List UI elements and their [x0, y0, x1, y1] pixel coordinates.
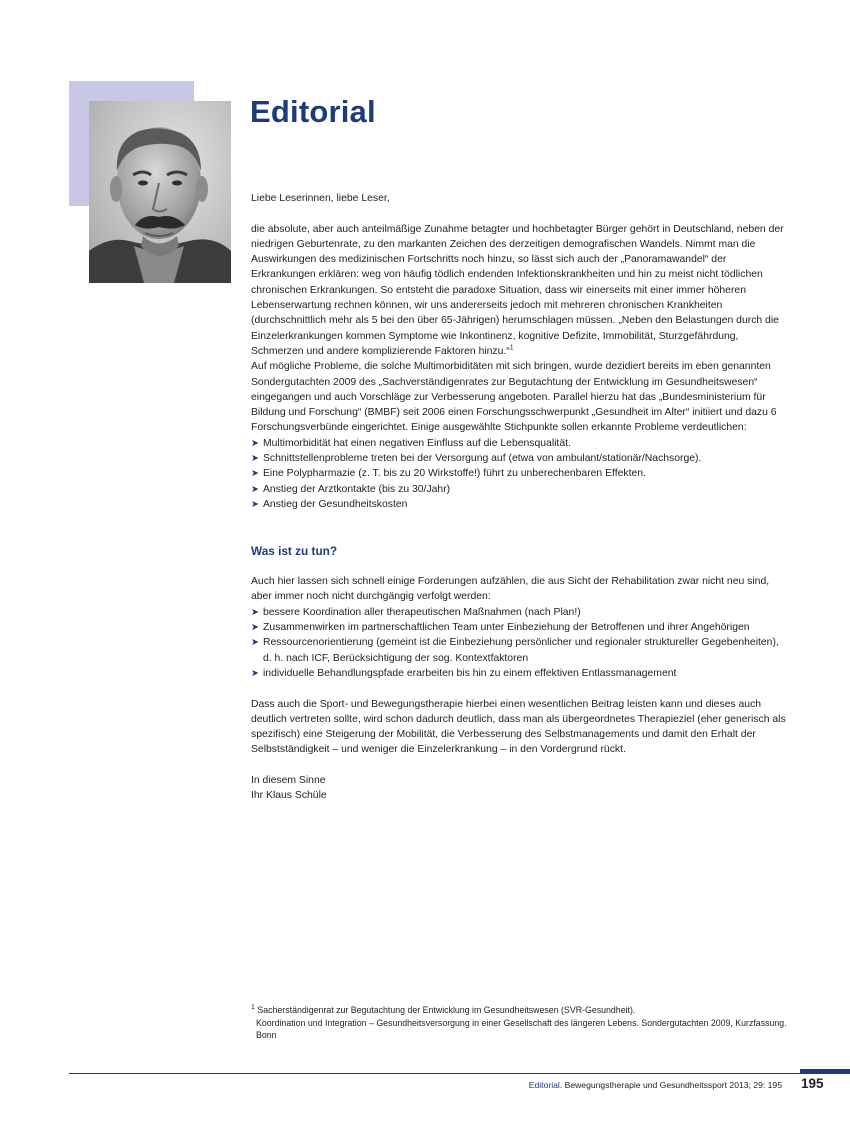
footnote-marker: 1: [251, 1004, 255, 1012]
paragraph-text: die absolute, aber auch anteilmäßige Zunahme betagter und hochbetagter Bürger gehört in Deutschland, neben der niedrigen Geburtenrate, zu den markanten Zeichen des derzeitigen demografischen Wandels. Nimmt man die Auswirkungen des medizinischen Fortschritts noch hinzu, so lässt sich auch der „Panoramawandel“ der Erkrankungen erklären: weg von häufig tödlich endenden Infektionskrankheiten und hin zu meist nicht tödlichen chronischen Erkrankungen. So entsteht die paradoxe Situation, dass wir einerseits mit einer immer höheren Lebenserwartung rechnen können, wir uns andererseits jedoch mit mehreren chronischen Krankheiten (durchschnittlich mehr als 5 bei den über 65-Jährigen) herumschlagen müssen. „Neben den Belastungen durch die Einzelerkrankungen kommen Symptome wie Inkontinenz, kognitive Defizite, Immobilität, Sturzgefährdung, Schmerzen und andere komplizierende Faktoren hinzu.“: [251, 223, 784, 357]
spacer: [251, 758, 787, 773]
closing-line: In diesem Sinne: [251, 774, 326, 786]
list-item: ➤ Anstieg der Arztkontakte (bis zu 30/Jahr): [251, 482, 787, 497]
footer-accent-bar: [800, 1069, 850, 1074]
spacer: [251, 559, 787, 574]
paragraph-demographic-change: [251, 222, 787, 360]
demands-list: [251, 605, 787, 681]
journal-citation: Bewegungstherapie und Gesundheitssport 2013; 29: 195: [564, 1080, 782, 1090]
page-title: Editorial: [250, 94, 376, 129]
page-number: 195: [801, 1076, 824, 1091]
author-signature: Ihr Klaus Schüle: [251, 790, 327, 802]
editorial-body: [251, 191, 787, 804]
list-item: ➤ Schnittstellenprobleme treten bei der Versorgung auf (etwa von ambulant/stationär/Nachsorge).: [251, 451, 787, 466]
footer-section: Editorial.: [528, 1080, 563, 1090]
footer-rule: [69, 1073, 850, 1074]
list-item: ➤ Zusammenwirken im partnerschaftlichen Team unter Einbeziehung der Betroffenen und ihrer Angehörigen: [251, 620, 787, 635]
paragraph-multimorbidity: Auf mögliche Probleme, die solche Multimorbiditäten mit sich bringen, wurde dezidiert bereits im eben genannten Sondergutachten 2009 des „Sachverständigenrates zur Begutachtung der Entwicklung im Gesundheitswesen“ eingegangen und auch Vorschläge zur Verbesserung angeboten. Parallel hierzu hat das „Bundesministerium für Bildung und Forschung“ (BMBF) seit 2006 einen Forschungsschwerpunkt „Gesundheit im Alter“ initiiert und dazu 6 Forschungsverbünde eingerichtet. Einige ausgewählte Stichpunkte sollen erkannte Probleme verdeutlichen:: [251, 361, 777, 434]
list-item: ➤ Multimorbidität hat einen negativen Einfluss auf die Lebensqualität.: [251, 436, 787, 451]
spacer: [251, 512, 787, 527]
greeting: Liebe Leserinnen, liebe Leser,: [251, 193, 390, 204]
list-item: ➤ Eine Polypharmazie (z. T. bis zu 20 Wirkstoffe!) führt zu unberechenbaren Effekten.: [251, 466, 787, 481]
footnote-text: Sacherständigenrat zur Begutachtung der Entwicklung im Gesundheitswesen (SVR-Gesundheit).: [257, 1005, 636, 1015]
paragraph-exercise-therapy: Dass auch die Sport- und Bewegungstherapie hierbei einen wesentlichen Beitrag leisten kann und dieses auch deutlich vertreten sollte, wird schon dadurch deutlich, dass man als übergeordnetes Therapieziel (eher generisch als spezifisch) eine Steigerung der Mobilität, die Verbesserung des Selbstmanagements und damit den Erhalt der Selbstständigkeit – und weniger die Einzelerkrankung – in den Vordergrund rückt.: [251, 698, 786, 756]
list-item: ➤ Anstieg der Gesundheitskosten: [251, 497, 787, 512]
spacer: [251, 528, 787, 543]
footnote-continuation: Koordination und Integration – Gesundheitsversorgung in einer Gesellschaft des längeren Lebens. Sondergutachten 2009, Kurzfassung. Bonn: [256, 1017, 787, 1041]
list-item: ➤ Ressourcenorientierung (gemeint ist die Einbeziehung persönlicher und regionaler struktureller Gegebenheiten), d. h. nach ICF, Berücksichtigung der sog. Kontextfaktoren: [251, 635, 787, 666]
list-item: ➤ individuelle Behandlungspfade erarbeiten bis hin zu einem effektiven Entlassmanagement: [251, 666, 787, 681]
paragraph-demands-intro: Auch hier lassen sich schnell einige Forderungen aufzählen, die aus Sicht der Rehabilitation zwar nicht neu sind, aber immer noch nicht durchgängig verfolgt werden:: [251, 576, 770, 603]
footnote-line: [251, 1004, 791, 1017]
problems-list: [251, 436, 787, 512]
footnote-reference: 1: [509, 344, 514, 352]
footer-citation: [529, 1080, 782, 1090]
author-portrait-photo: [89, 101, 231, 283]
section-heading: Was ist zu tun?: [251, 543, 338, 558]
spacer: [251, 681, 787, 696]
spacer: [251, 206, 787, 221]
footnote: [251, 1004, 791, 1042]
list-item: ➤ bessere Koordination aller therapeutischen Maßnahmen (nach Plan!): [251, 605, 787, 620]
